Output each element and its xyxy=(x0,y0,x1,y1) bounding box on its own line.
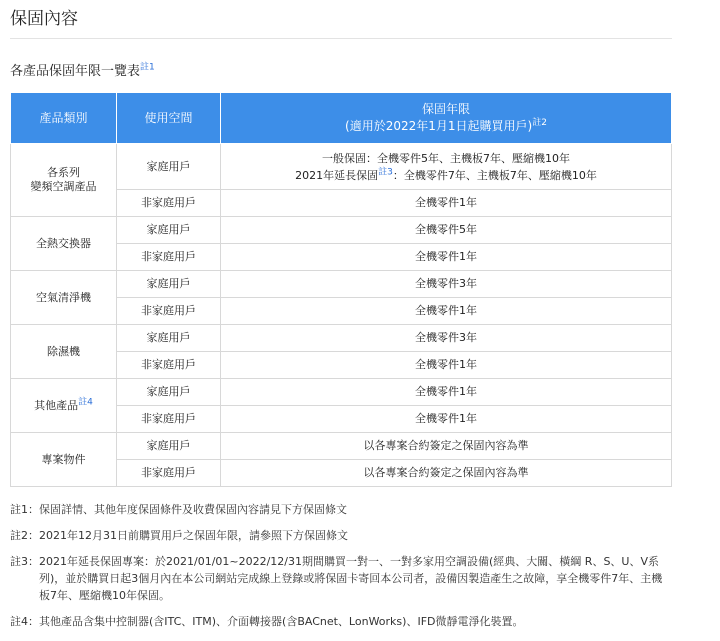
category-label-line1: 各系列 xyxy=(47,166,80,179)
header-usage: 使用空間 xyxy=(117,93,221,144)
footnotes xyxy=(10,501,672,630)
table-title-note-link[interactable]: 註1 xyxy=(140,62,155,73)
table-row xyxy=(11,144,672,190)
warranty-cell: 全機零件1年 xyxy=(221,190,672,217)
warranty-cell: 以各專案合約簽定之保固內容為準 xyxy=(221,460,672,487)
footnote-1 xyxy=(10,501,672,518)
usage-cell: 家庭用戶 xyxy=(117,325,221,352)
usage-cell: 非家庭用戶 xyxy=(117,460,221,487)
footnote-text: 2021年延長保固專案：於2021/01/01~2022/12/31期間購買一對一、一對多家用空調設備(經典、大關、橫綱 R、S、U、V系列)，並於購買日起3個月內在本公司網站完成線上登錄或將保固卡寄回本公司者，設備因製造產生之故障，享全機零件7年、主機板7年、壓縮機10年保固。 xyxy=(39,555,663,602)
header-warranty-subtitle xyxy=(221,118,671,135)
header-warranty xyxy=(221,93,672,144)
footnote-key: 註2： xyxy=(10,529,39,542)
table-header-row xyxy=(11,93,672,144)
table-title xyxy=(10,64,672,80)
category-note-link[interactable]: 註4 xyxy=(78,396,93,407)
table-row xyxy=(11,271,672,298)
warranty-cell: 全機零件5年 xyxy=(221,217,672,244)
usage-cell: 家庭用戶 xyxy=(117,271,221,298)
table-row xyxy=(11,217,672,244)
usage-cell: 家庭用戶 xyxy=(117,144,221,190)
category-cell: 專案物件 xyxy=(11,433,117,487)
category-label: 其他產品 xyxy=(34,398,79,412)
footnote-4 xyxy=(10,613,672,630)
footnote-text: 2021年12月31日前購買用戶之保固年限，請參照下方保固條文 xyxy=(39,529,348,542)
footnote-3 xyxy=(10,553,672,604)
category-cell: 除濕機 xyxy=(11,325,117,379)
warranty-extended xyxy=(221,167,671,184)
header-warranty-note-link[interactable]: 註2 xyxy=(532,118,547,128)
footnote-2 xyxy=(10,527,672,544)
page-title: 保固內容 xyxy=(10,9,78,29)
category-cell: 空氣清淨機 xyxy=(11,271,117,325)
warranty-cell: 全機零件3年 xyxy=(221,271,672,298)
header-warranty-title: 保固年限 xyxy=(421,102,470,116)
header-warranty-scope: (適用於2022年1月1日起購買用戶) xyxy=(345,119,533,133)
warranty-cell: 全機零件1年 xyxy=(221,406,672,433)
footnote-key: 註3： xyxy=(10,555,39,568)
usage-cell: 非家庭用戶 xyxy=(117,352,221,379)
warranty-cell: 以各專案合約簽定之保固內容為準 xyxy=(221,433,672,460)
table-row xyxy=(11,433,672,460)
usage-cell: 非家庭用戶 xyxy=(117,298,221,325)
warranty-general: 一般保固：全機零件5年、主機板7年、壓縮機10年 xyxy=(322,151,570,165)
table-row xyxy=(11,325,672,352)
title-divider xyxy=(10,38,672,39)
footnote-key: 註4： xyxy=(10,615,39,628)
footnote-text: 保固詳情、其他年度保固條件及收費保固內容請見下方保固條文 xyxy=(39,503,347,516)
category-cell xyxy=(11,379,117,433)
warranty-cell: 全機零件3年 xyxy=(221,325,672,352)
warranty-cell: 全機零件1年 xyxy=(221,244,672,271)
usage-cell: 家庭用戶 xyxy=(117,379,221,406)
usage-cell: 非家庭用戶 xyxy=(117,406,221,433)
usage-cell: 家庭用戶 xyxy=(117,217,221,244)
usage-cell: 非家庭用戶 xyxy=(117,190,221,217)
warranty-extended-note-link[interactable]: 註3 xyxy=(378,166,393,177)
category-label-line2: 變頻空調產品 xyxy=(30,180,97,193)
warranty-cell xyxy=(221,144,672,190)
warranty-cell: 全機零件1年 xyxy=(221,298,672,325)
table-row xyxy=(11,379,672,406)
usage-cell: 家庭用戶 xyxy=(117,433,221,460)
warranty-extended-prefix: 2021年延長保固 xyxy=(295,168,379,182)
usage-cell: 非家庭用戶 xyxy=(117,244,221,271)
category-cell xyxy=(11,144,117,217)
footnote-key: 註1： xyxy=(10,503,39,516)
warranty-table xyxy=(10,92,672,487)
content-wrapper xyxy=(10,0,672,639)
warranty-extended-detail: ：全機零件7年、主機板7年、壓縮機10年 xyxy=(392,168,597,182)
warranty-cell: 全機零件1年 xyxy=(221,352,672,379)
warranty-cell: 全機零件1年 xyxy=(221,379,672,406)
category-cell: 全熱交換器 xyxy=(11,217,117,271)
table-title-text: 各產品保固年限一覽表 xyxy=(10,64,141,79)
header-category: 產品類別 xyxy=(11,93,117,144)
footnote-text: 其他產品含集中控制器(含ITC、ITM)、介面轉接器(含BACnet、LonWorks)、IFD微靜電淨化裝置。 xyxy=(39,615,524,628)
